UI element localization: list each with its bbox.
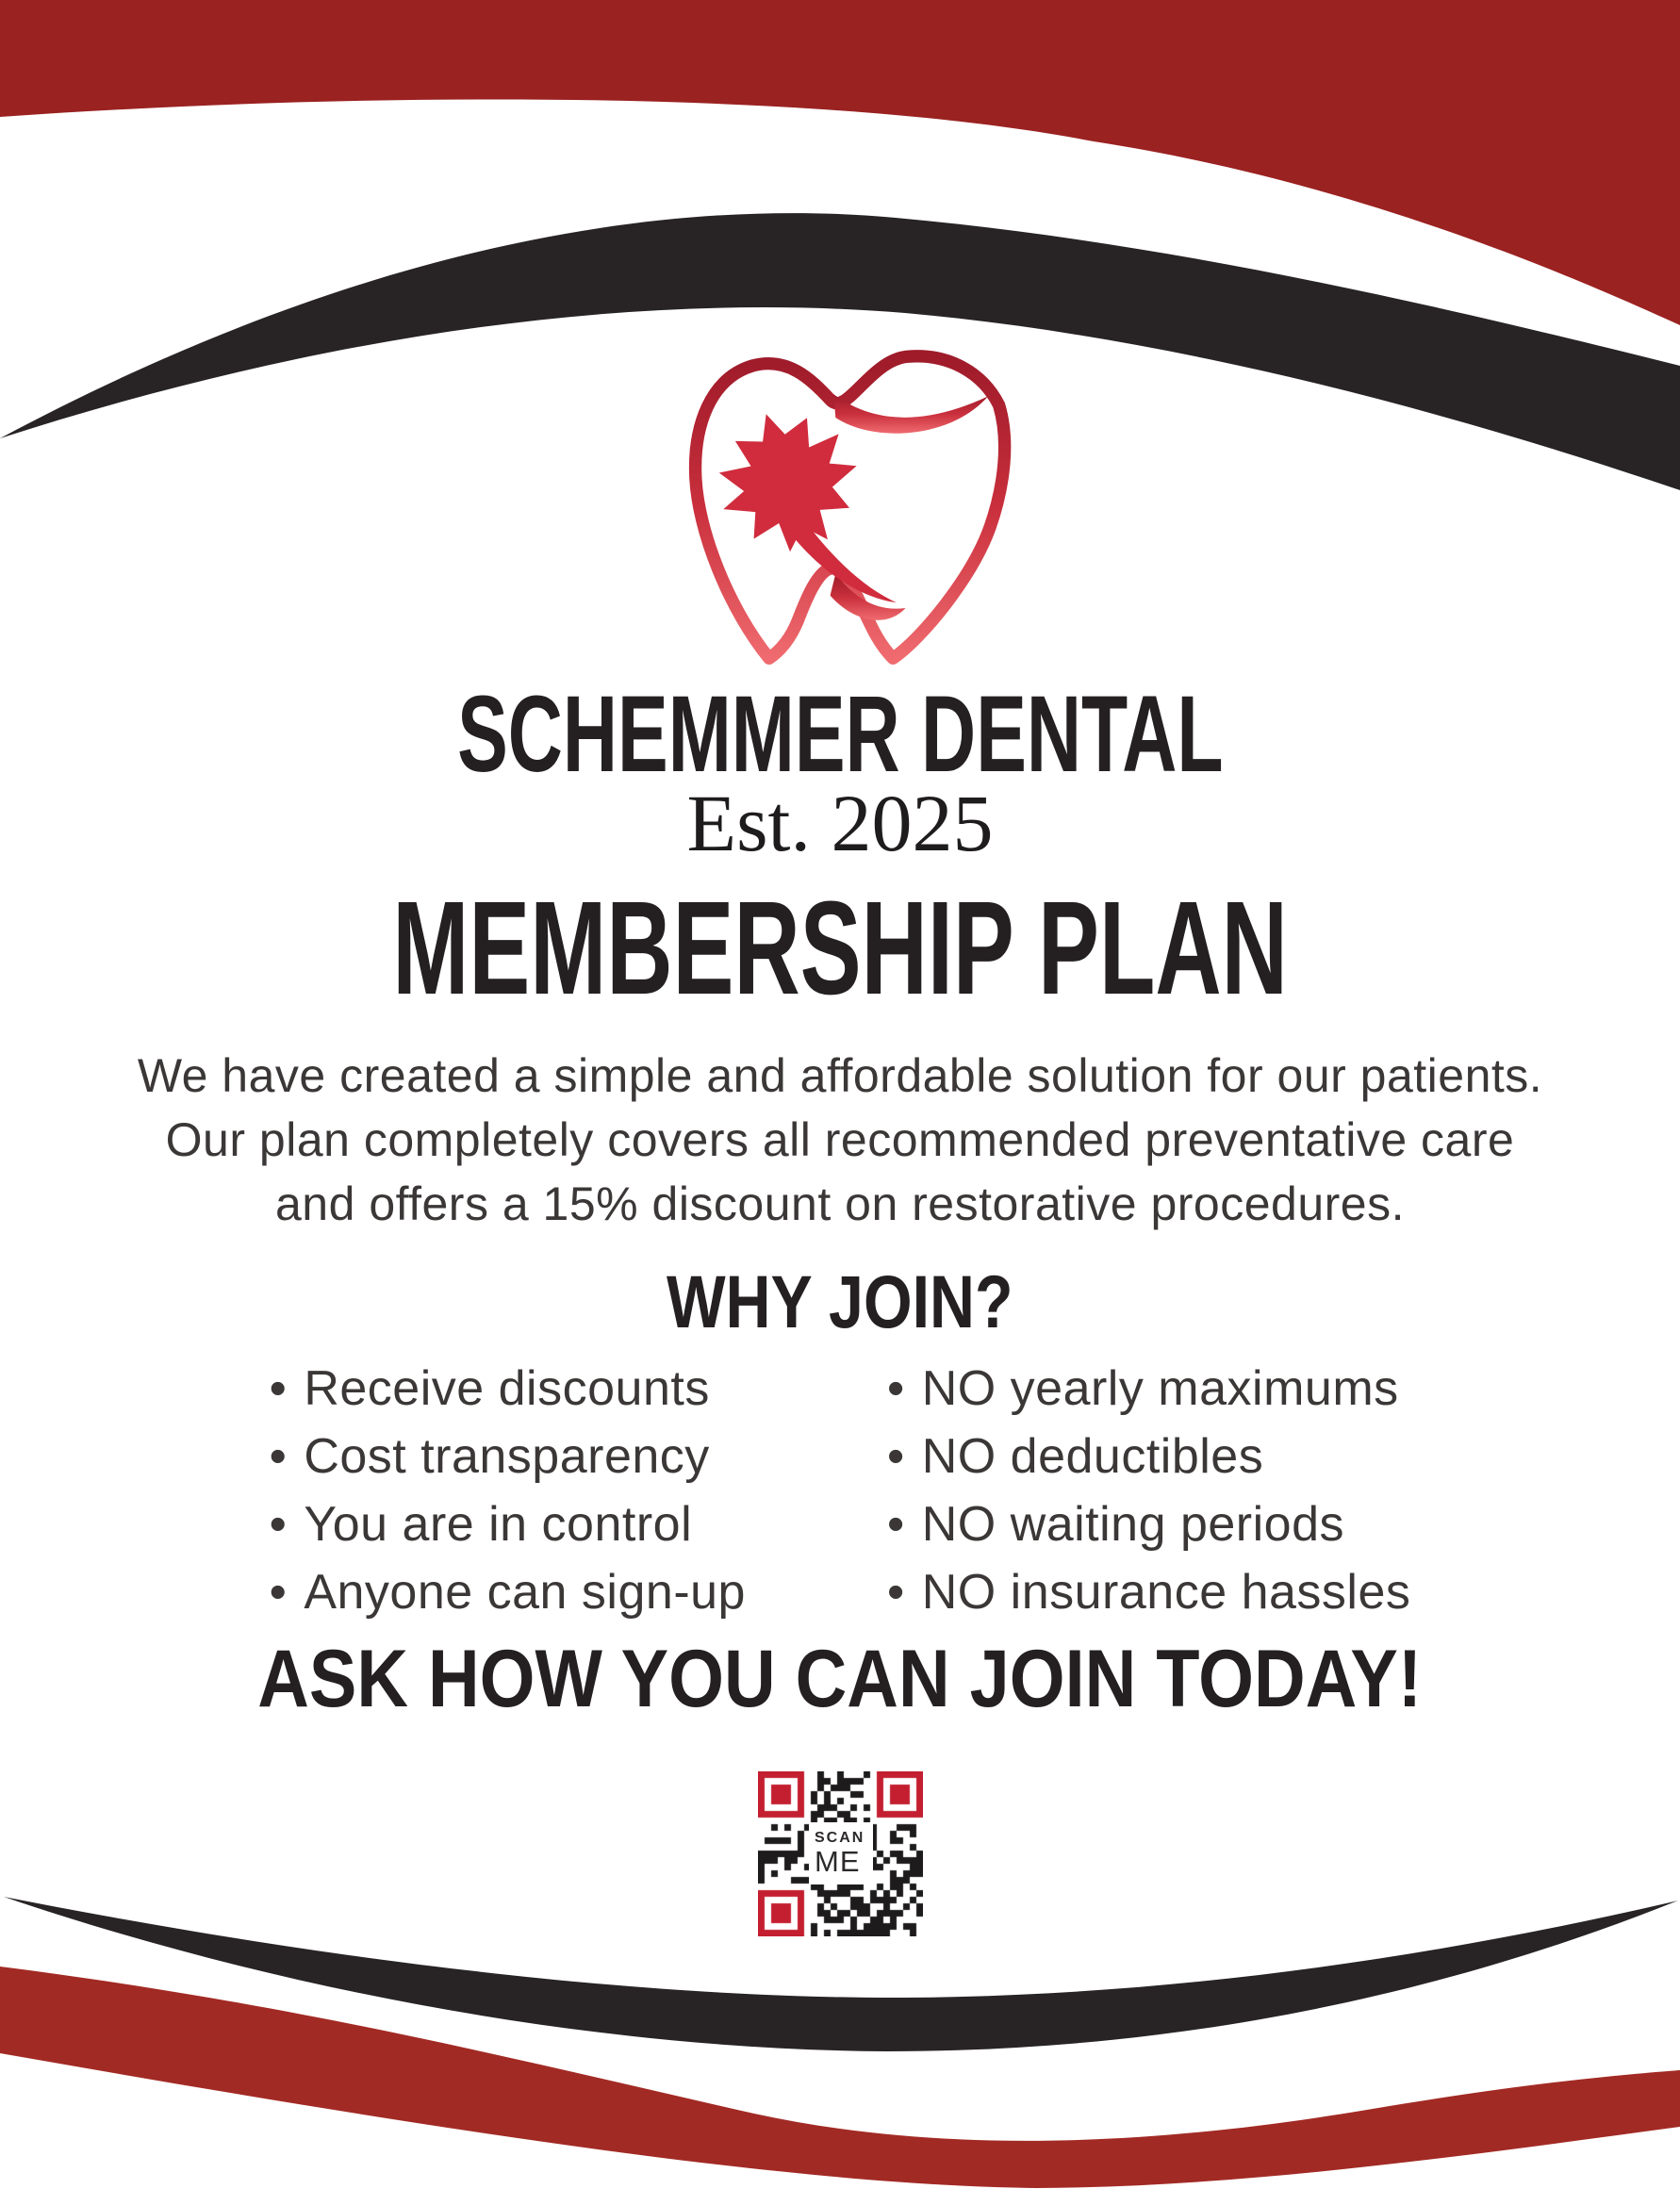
intro-paragraph: [0, 1044, 1680, 1236]
tooth-maple-leaf-logo-icon: [652, 337, 1029, 688]
benefit-label: Anyone can sign-up: [304, 1565, 746, 1620]
benefit-label: NO deductibles: [921, 1429, 1264, 1484]
intro-line: and offers a 15% discount on restorative procedures.: [275, 1177, 1405, 1230]
tooth-wave-swoosh: [833, 394, 988, 433]
bullet-icon: •: [269, 1497, 288, 1552]
bullet-icon: •: [886, 1429, 905, 1484]
benefit-label: NO waiting periods: [921, 1497, 1345, 1552]
bullet-icon: •: [886, 1565, 905, 1620]
why-join-heading: [0, 1259, 1680, 1343]
qr-label: [809, 1822, 873, 1885]
qr-code: [758, 1771, 923, 1936]
bullet-icon: •: [886, 1361, 905, 1416]
benefit-label: Receive discounts: [304, 1361, 710, 1416]
list-item: [270, 1423, 746, 1490]
benefit-label: Cost transparency: [304, 1429, 710, 1484]
bullet-icon: •: [269, 1429, 288, 1484]
list-item: [887, 1355, 1410, 1423]
intro-line: We have created a simple and affordable solution for our patients.: [137, 1049, 1543, 1102]
bullet-icon: •: [886, 1497, 905, 1552]
brand-name-text: SCHEMMER DENTAL: [456, 674, 1224, 795]
list-item: [270, 1490, 746, 1558]
brand-name: [0, 674, 1680, 795]
page-title-text: MEMBERSHIP PLAN: [392, 873, 1288, 1022]
list-item: [270, 1355, 746, 1423]
intro-line: Our plan completely covers all recommended preventative care: [165, 1113, 1515, 1166]
list-item: [887, 1558, 1410, 1626]
benefits-columns: [0, 1355, 1680, 1626]
established-text: Est. 2025: [686, 778, 994, 868]
qr-label-line2: ME: [815, 1845, 861, 1879]
benefit-label: You are in control: [304, 1497, 693, 1552]
qr-label-line1: SCAN: [815, 1830, 865, 1847]
benefits-left-list: [270, 1355, 746, 1626]
benefit-label: NO insurance hassles: [921, 1565, 1411, 1620]
bullet-icon: •: [269, 1565, 288, 1620]
why-join-heading-text: WHY JOIN?: [667, 1259, 1013, 1343]
benefit-label: NO yearly maximums: [921, 1361, 1399, 1416]
benefits-right-list: [887, 1355, 1410, 1626]
bullet-icon: •: [269, 1361, 288, 1416]
list-item: [887, 1423, 1410, 1490]
cta-heading-text: ASK HOW YOU CAN JOIN TODAY!: [257, 1634, 1423, 1724]
page-title: [0, 873, 1680, 1022]
list-item: [887, 1490, 1410, 1558]
list-item: [270, 1558, 746, 1626]
cta-heading: [0, 1634, 1680, 1724]
